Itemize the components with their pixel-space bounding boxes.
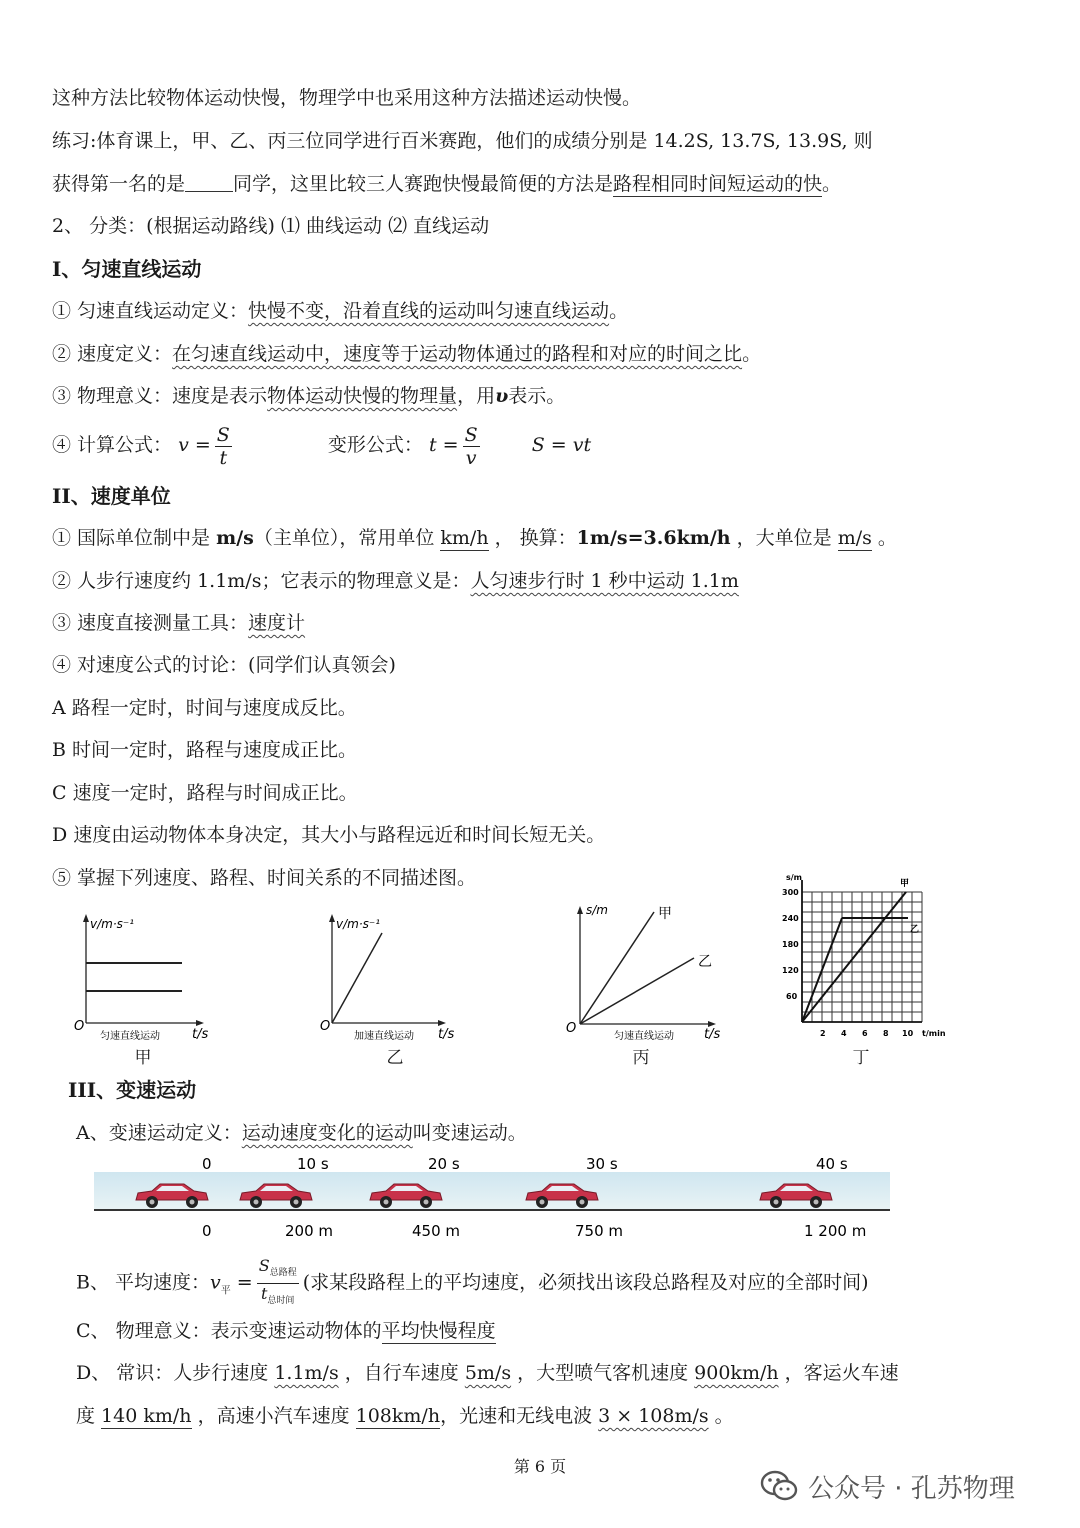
x-tick: 4	[841, 1029, 847, 1038]
x-axis-label: t/s	[704, 1027, 721, 1042]
formula-t: t =	[428, 434, 459, 456]
y-tick: 180	[782, 940, 799, 949]
common-speeds-line-2	[76, 1402, 734, 1430]
walking-answer: 人匀速步行时 1 秒中运动 1.1m	[470, 570, 739, 592]
distance-labels	[202, 1222, 866, 1240]
line-yi-label: 乙	[910, 925, 920, 935]
exercise-line-1: 练习:体育课上，甲、乙、丙三位同学进行百米赛跑，他们的成绩分别是 14.2S, 13.7S, 13.9S, 则	[52, 130, 873, 152]
discussion-c: C 速度一定时，路程与时间成正比。	[52, 782, 358, 804]
graph-small-caption: 匀速直线运动	[614, 1031, 674, 1042]
line-yi	[580, 958, 694, 1024]
exercise-answer: 路程相同时间短运动的快	[613, 173, 823, 195]
variable-def-end: 叫变速运动。	[412, 1122, 527, 1144]
formula-v-fraction	[215, 424, 232, 469]
classification: 2、 分类：(根据运动路线) ⑴ 曲线运动 ⑵ 直线运动	[52, 215, 490, 237]
line-jia-label: 甲	[658, 906, 672, 922]
fraction-denominator: t	[219, 446, 228, 469]
big-unit-label: ，大单位是	[730, 527, 838, 549]
meaning-label: ③ 物理意义：速度是表示	[52, 385, 268, 407]
avg-numerator	[257, 1256, 299, 1284]
wechat-icon	[760, 1469, 798, 1503]
origin-label: O	[566, 1021, 577, 1036]
line-jia	[580, 912, 654, 1024]
common-mid: ，自行车速度	[338, 1362, 465, 1384]
accelerating-line	[332, 933, 382, 1023]
exercise-end: 。	[822, 173, 842, 195]
light-speed: 3 × 108m/s	[598, 1405, 709, 1427]
distance-label: 1 200 m	[804, 1222, 867, 1240]
common-mid: ，光速和无线电波	[440, 1405, 599, 1427]
formula-t-fraction	[463, 424, 480, 469]
distance-label: 750 m	[575, 1222, 624, 1240]
graph-small-caption: 匀速直线运动	[100, 1031, 160, 1042]
avg-fraction	[257, 1256, 299, 1311]
y-tick-labels	[782, 888, 799, 1001]
common-mid: ，大型喷气客机速度	[511, 1362, 695, 1384]
time-labels	[202, 1155, 848, 1173]
avg-sub: 平	[220, 1285, 231, 1297]
answer-blank[interactable]	[185, 173, 233, 192]
y-axis-label: v/m·s⁻¹	[90, 917, 135, 931]
formula-discussion: ④ 对速度公式的讨论：(同学们认真领会)	[52, 654, 396, 676]
formula-label: ④ 计算公式：	[52, 434, 173, 456]
page-number: 第 6 页	[513, 1457, 567, 1476]
common-prefix: 度	[76, 1405, 102, 1427]
graph-small-caption: 加速直线运动	[354, 1031, 414, 1042]
x-axis-label: t/s	[438, 1027, 455, 1042]
watermark	[760, 1466, 1015, 1506]
walk-speed: 1.1m/s	[274, 1362, 339, 1384]
avg-denominator	[257, 1284, 299, 1311]
x-axis-label: t/s	[192, 1027, 209, 1042]
meaning-mid: ，用	[457, 385, 496, 407]
unit-mid: （主单位），常用单位	[253, 527, 441, 549]
common-speeds-line-1	[76, 1359, 899, 1387]
y-axis-arrow	[83, 914, 89, 922]
x-axis-label: t/min	[922, 1029, 946, 1038]
intro-text: 这种方法比较物体运动快慢，物理学中也采用这种方法描述运动快慢。	[52, 87, 642, 109]
speed-label: ② 速度定义：	[52, 343, 173, 365]
avg-meaning-prefix: C、 物理意义：表示变速运动物体的	[76, 1320, 382, 1342]
x-axis-arrow	[438, 1020, 446, 1026]
y-axis-arrow	[329, 914, 335, 922]
common-prefix: D、 常识：人步行速度	[76, 1362, 275, 1384]
x-tick: 2	[820, 1029, 826, 1038]
graph-jia	[68, 908, 218, 1043]
exercise-prefix: 获得第一名的是	[52, 173, 186, 195]
variable-def-prefix: A、变速运动定义：	[76, 1122, 242, 1144]
jet-speed: 900km/h	[694, 1362, 779, 1384]
exercise-mid: 同学，这里比较三人赛跑快慢最简便的方法是	[233, 173, 614, 195]
car-motion-illustration	[94, 1152, 894, 1244]
variable-def-answer: 运动速度变化的运动	[241, 1122, 413, 1144]
graph-bing	[562, 896, 732, 1046]
speed-symbol: υ	[495, 385, 509, 407]
time-label: 10 s	[297, 1155, 329, 1173]
avg-meaning-line	[76, 1317, 496, 1345]
def-label: ① 匀速直线运动定义：	[52, 300, 249, 322]
avg-s-sub: 总路程	[269, 1268, 297, 1279]
x-axis-arrow	[196, 1020, 204, 1026]
formula-s: S = vt	[531, 434, 592, 456]
y-tick: 240	[782, 914, 799, 923]
y-tick: 300	[782, 888, 799, 897]
speed-answer: 在匀速直线运动中，速度等于运动物体通过的路程和对应的时间之比	[172, 343, 743, 365]
average-speed-line: B、 平均速度：$v_平$ = $\frac{S_{总路程}}{t_{总时间}}$ (求某段路程上的平均速度，必须找出该段总路程及对应的全部时间)	[76, 1256, 869, 1308]
measure-tool-line	[52, 609, 305, 637]
distance-label: 0	[202, 1222, 212, 1240]
y-axis-label: s/m	[586, 903, 608, 917]
x-tick-labels	[820, 1029, 914, 1038]
meaning-end: 表示。	[508, 385, 566, 407]
fraction-denominator: v	[465, 446, 477, 469]
distance-label: 200 m	[285, 1222, 334, 1240]
avg-note: (求某段路程上的平均速度，必须找出该段总路程及对应的全部时间)	[302, 1271, 869, 1294]
walking-prefix: ② 人步行速度约 1.1m/s；它表示的物理意义是：	[52, 570, 471, 592]
graph-ding	[772, 870, 956, 1045]
def-end: 。	[609, 300, 629, 322]
main-unit: m/s	[216, 527, 254, 549]
graph-ding-caption: 丁	[852, 1048, 870, 1068]
variable-motion-definition	[76, 1119, 527, 1147]
unit-line	[52, 524, 897, 552]
avg-s: S	[258, 1256, 270, 1275]
line-yi-label: 乙	[698, 954, 712, 970]
conversion: 1m/s=3.6km/h	[576, 527, 731, 549]
graph-bing-caption: 丙	[632, 1048, 650, 1068]
section-2-title: II、速度单位	[52, 484, 171, 508]
tool-answer: 速度计	[248, 612, 306, 634]
discussion-a: A 路程一定时，时间与速度成反比。	[52, 697, 357, 719]
x-tick: 10	[902, 1029, 914, 1038]
avg-t: t	[260, 1284, 268, 1304]
formula-line	[52, 420, 591, 470]
time-label: 40 s	[816, 1155, 848, 1173]
unit-prefix: ① 国际单位制中是	[52, 527, 217, 549]
section-1-title: Ⅰ、匀速直线运动	[52, 257, 202, 281]
distance-label: 450 m	[412, 1222, 461, 1240]
fraction-numerator: S	[216, 423, 230, 446]
y-axis-label: v/m·s⁻¹	[336, 917, 381, 931]
train-speed: 140 km/h	[101, 1405, 192, 1427]
origin-label: O	[74, 1019, 85, 1034]
grid	[802, 892, 922, 1022]
time-label: 0	[202, 1155, 212, 1173]
big-unit: m/s	[837, 527, 872, 549]
tool-prefix: ③ 速度直接测量工具：	[52, 612, 249, 634]
bike-speed: 5m/s	[464, 1362, 512, 1384]
discussion-d: D 速度由运动物体本身决定，其大小与路程远近和时间长短无关。	[52, 824, 606, 846]
physical-meaning	[52, 382, 565, 410]
line-jia-label: 甲	[900, 879, 910, 889]
common-end: 。	[708, 1405, 734, 1427]
x-tick: 8	[883, 1029, 889, 1038]
speed-end: 。	[742, 343, 762, 365]
time-label: 30 s	[586, 1155, 618, 1173]
uniform-motion-definition	[52, 297, 628, 325]
fraction-numerator: S	[464, 423, 478, 446]
walking-speed-line	[52, 567, 739, 595]
conversion-label: ， 换算：	[488, 527, 577, 549]
origin-label: O	[320, 1019, 331, 1034]
formula-v: v =	[178, 434, 211, 456]
time-label: 20 s	[428, 1155, 460, 1173]
unit-end: 。	[871, 527, 897, 549]
common-mid: ，客运火车速	[778, 1362, 899, 1384]
y-tick: 120	[782, 966, 799, 975]
y-axis-label: s/m	[786, 873, 803, 882]
watermark-text: 公众号 · 孔苏物理	[808, 1473, 1015, 1504]
graph-yi	[314, 908, 464, 1043]
common-unit: km/h	[440, 527, 489, 549]
graphs-intro: ⑤ 掌握下列速度、路程、时间关系的不同描述图。	[52, 867, 477, 889]
speed-definition	[52, 340, 761, 368]
avg-meaning-answer: 平均快慢程度	[381, 1320, 496, 1342]
exercise-line-2	[52, 170, 841, 198]
avg-t-sub: 总时间	[267, 1296, 295, 1307]
avg-label: B、 平均速度：	[76, 1271, 211, 1294]
def-answer: 快慢不变，沿着直线的运动叫匀速直线运动	[248, 300, 610, 322]
graph-jia-caption: 甲	[134, 1048, 152, 1068]
avg-v: v	[210, 1271, 221, 1294]
car-speed: 108km/h	[355, 1405, 441, 1427]
transform-label: 变形公式：	[327, 434, 423, 456]
section-3-title: III、变速运动	[68, 1078, 197, 1102]
graph-yi-caption: 乙	[386, 1048, 404, 1068]
x-tick: 6	[862, 1029, 868, 1038]
discussion-b: B 时间一定时，路程与速度成正比。	[52, 739, 358, 761]
y-axis-arrow	[577, 906, 583, 914]
meaning-answer: 物体运动快慢的物理量	[267, 385, 458, 407]
y-tick: 60	[786, 992, 798, 1001]
common-mid: ，高速小汽车速度	[191, 1405, 356, 1427]
